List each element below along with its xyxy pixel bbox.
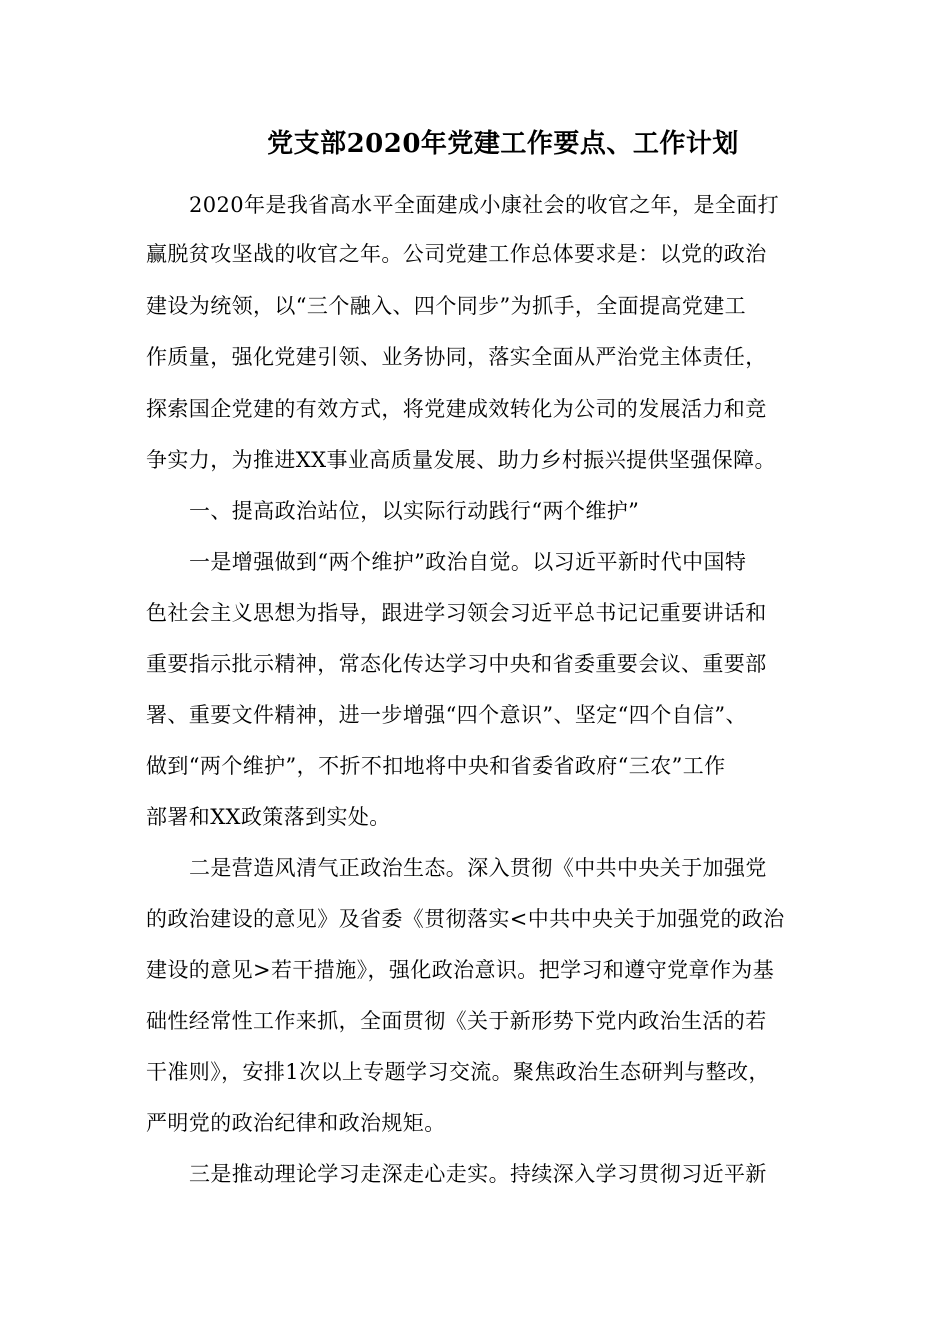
section-heading: 一、提高政治站位，以实际行动践行“两个维护”: [189, 499, 640, 523]
paragraph-line: 作质量，强化党建引领、业务协同，落实全面从严治党主体责任，: [146, 345, 767, 369]
paragraph-line: 建设的意见>若干措施》，强化政治意识。把学习和遵守党章作为基: [146, 958, 775, 982]
paragraph-line: 署、重要文件精神，进一步增强“四个意识”、坚定“四个自信”、: [146, 703, 747, 727]
paragraph-line: 争实力，为推进XX事业高质量发展、助力乡村振兴提供坚强保障。: [146, 448, 776, 472]
paragraph-line: 色社会主义思想为指导，跟进学习领会习近平总书记记重要讲话和: [146, 601, 767, 625]
paragraph-line: 部署和XX政策落到实处。: [146, 805, 391, 829]
paragraph-line: 2020年是我省高水平全面建成小康社会的收官之年，是全面打: [189, 193, 780, 217]
paragraph-line: 做到“两个维护”，不折不扣地将中央和省委省政府“三农”工作: [146, 754, 726, 778]
paragraph-line: 的政治建设的意见》及省委《贯彻落实<中共中央关于加强党的政治: [146, 907, 785, 931]
paragraph-line: 赢脱贫攻坚战的收官之年。公司党建工作总体要求是：以党的政治: [146, 242, 767, 266]
document-title: 党支部2020年党建工作要点、工作计划: [267, 129, 739, 159]
paragraph-line: 二是营造风清气正政治生态。深入贯彻《中共中央关于加强党: [189, 856, 767, 880]
paragraph-line: 重要指示批示精神，常态化传达学习中央和省委重要会议、重要部: [146, 652, 767, 676]
paragraph-line: 一是增强做到“两个维护”政治自觉。以习近平新时代中国特: [189, 550, 747, 574]
paragraph-line: 探索国企党建的有效方式，将党建成效转化为公司的发展活力和竞: [146, 397, 767, 421]
paragraph-line: 三是推动理论学习走深走心走实。持续深入学习贯彻习近平新: [189, 1162, 767, 1186]
paragraph-line: 础性经常性工作来抓，全面贯彻《关于新形势下党内政治生活的若: [146, 1009, 767, 1033]
paragraph-line: 干准则》，安排1次以上专题学习交流。聚焦政治生态研判与整改，: [146, 1060, 770, 1084]
paragraph-line: 严明党的政治纪律和政治规矩。: [146, 1111, 446, 1135]
paragraph-line: 建设为统领，以“三个融入、四个同步”为抓手，全面提高党建工: [146, 294, 747, 318]
